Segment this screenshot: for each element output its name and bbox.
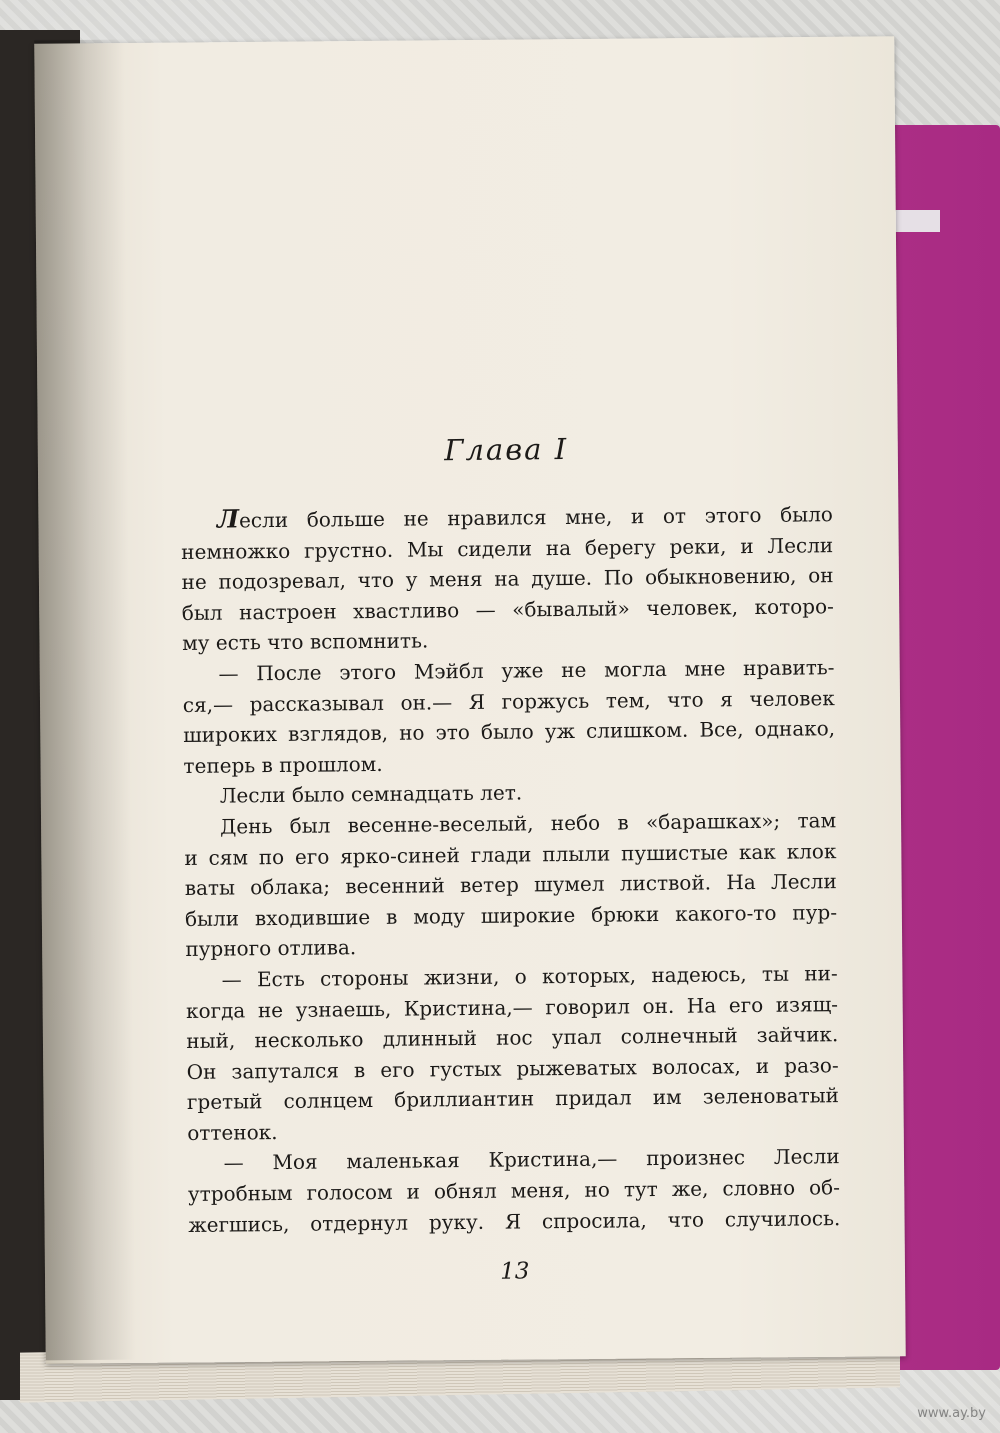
- line-text: утробным голосом и обнял меня, но тут же, словно об-: [187, 1175, 841, 1207]
- cover-stripe: [890, 210, 940, 232]
- line-text: Он запутался в его густых рыжеватых волосах, и разо-: [186, 1052, 839, 1084]
- line-text: широких взглядов, но это было уж слишком. Все, однако,: [183, 716, 836, 748]
- line-text: жегшись, отдернул руку. Я спросила, что случилось.: [188, 1205, 841, 1237]
- line-text: был настроен хвастливо — «бывалый» человек, которо-: [181, 593, 834, 625]
- line-text: пурного отлива.: [185, 935, 357, 962]
- line-text: не подозревал, что у меня на душе. По обыкновению, он: [181, 563, 834, 595]
- line-text: оттенок.: [187, 1119, 278, 1145]
- line-text: были входившие в моду широкие брюки какого-то пур-: [184, 899, 838, 931]
- line-text: му есть что вспомнить.: [182, 628, 429, 656]
- line-text: гретый солнцем бриллиантин придал им зеленоватый: [186, 1083, 840, 1115]
- line-text: немножко грустно. Мы сидели на берегу реки, и Лесли: [181, 532, 834, 564]
- text-line: [188, 1203, 840, 1240]
- line-text: — Есть стороны жизни, о которых, надеюсь, ты ни-: [221, 961, 838, 992]
- watermark: www.ay.by: [917, 1406, 986, 1421]
- line-text: ся,— рассказывал он.— Я горжусь тем, что я человек: [182, 685, 835, 717]
- drop-cap: Л: [216, 504, 240, 534]
- page-text-block: [180, 428, 841, 1288]
- chapter-title: Глава I: [444, 431, 569, 468]
- line-text: и сям по его ярко-синей глади плыли пушистые как клок: [184, 838, 837, 870]
- page-number: 13: [500, 1258, 530, 1285]
- line-text: теперь в прошлом.: [183, 751, 383, 778]
- line-text: если больше не нравился мне, и от этого было: [238, 502, 833, 533]
- line-text: День был весенне-веселый, небо в «барашках»; там: [219, 808, 837, 839]
- line-text: — Моя маленькая Кристина,— произнес Лесли: [223, 1144, 840, 1176]
- line-text: когда не узнаешь, Кристина,— говорил он. На его изящ-: [185, 991, 839, 1023]
- line-text: ваты облака; весенний ветер шумел листвой. На Лесли: [184, 869, 837, 901]
- line-text: — После этого Мэйбл уже не могла мне нравить-: [218, 655, 835, 686]
- gutter-shadow: [34, 40, 136, 1361]
- line-text: ный, несколько длинный нос упал солнечный зайчик.: [186, 1022, 839, 1054]
- line-text: Лесли было семнадцать лет.: [219, 780, 523, 808]
- paragraph-lines: [181, 498, 841, 1240]
